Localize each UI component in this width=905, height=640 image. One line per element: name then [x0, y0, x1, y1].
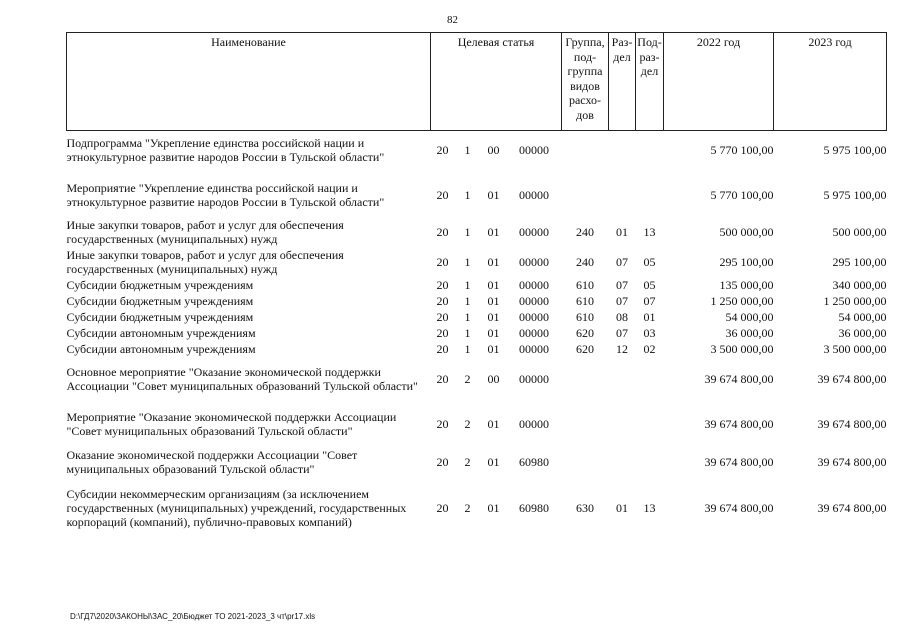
- target-code-4: 00000: [519, 225, 549, 239]
- amount-2022: 54 000,00: [725, 310, 774, 324]
- target-code-4: 00000: [519, 326, 549, 340]
- section: 07: [616, 278, 629, 292]
- amount-2023: 5 975 100,00: [823, 143, 887, 157]
- target-code-1: 20: [436, 310, 449, 324]
- header-subsection: Под- раз- дел: [636, 33, 664, 131]
- target-code-4: 00000: [519, 188, 549, 202]
- target-code-2: 1: [464, 278, 471, 292]
- expense-group: [562, 447, 609, 477]
- header-year-2023: 2023 год: [774, 33, 887, 131]
- target-code-3: 01: [487, 225, 500, 239]
- subsection: 13: [643, 225, 656, 239]
- amount-2023: 54 000,00: [838, 310, 887, 324]
- expense-group: 620: [576, 342, 595, 356]
- section: 07: [616, 255, 629, 269]
- target-code-3: 01: [487, 255, 500, 269]
- table-row: [67, 357, 887, 401]
- subsection: [636, 409, 664, 439]
- row-name: Оказание экономической поддержки Ассоциации "Совет муниципальных образований Тульской области": [66, 448, 358, 476]
- amount-2023: 39 674 800,00: [817, 417, 887, 431]
- target-code-1: 20: [436, 342, 449, 356]
- expense-group: [562, 409, 609, 439]
- target-code-4: 00000: [519, 294, 549, 308]
- header-name: Наименование: [67, 33, 431, 131]
- section: 08: [616, 310, 629, 324]
- table-row: [67, 409, 887, 439]
- target-code-4: 00000: [519, 342, 549, 356]
- section: 07: [616, 294, 629, 308]
- expense-group: 610: [576, 310, 595, 324]
- subsection: [636, 173, 664, 217]
- amount-2023: 340 000,00: [832, 278, 887, 292]
- section: 07: [616, 326, 629, 340]
- table-row: [67, 247, 887, 277]
- amount-2022: 1 250 000,00: [710, 294, 774, 308]
- amount-2022: 39 674 800,00: [704, 417, 774, 431]
- table-header: [67, 33, 887, 131]
- target-code-1: 20: [436, 143, 449, 157]
- table-row: [67, 341, 887, 357]
- subsection: 05: [643, 278, 656, 292]
- target-code-4: 00000: [519, 417, 549, 431]
- target-code-2: 1: [464, 342, 471, 356]
- amount-2023: 500 000,00: [832, 225, 887, 239]
- subsection: 03: [643, 326, 656, 340]
- section: 01: [616, 225, 629, 239]
- row-name: Подпрограмма "Укрепление единства российской нации и этнокультурное развитие народов России в Тульской области": [66, 136, 385, 164]
- amount-2022: 500 000,00: [719, 225, 774, 239]
- row-name: Иные закупки товаров, работ и услуг для обеспечения государственных (муниципальных) нужд: [66, 218, 344, 246]
- table-row: [67, 173, 887, 217]
- target-code-2: 2: [464, 372, 471, 386]
- subsection: [636, 447, 664, 477]
- target-code-2: 1: [464, 310, 471, 324]
- target-code-1: 20: [436, 225, 449, 239]
- table-row: [67, 447, 887, 477]
- amount-2022: 5 770 100,00: [710, 188, 774, 202]
- section: [609, 135, 636, 165]
- row-name: Субсидии бюджетным учреждениям: [66, 294, 254, 308]
- budget-table: [66, 32, 887, 539]
- row-name: Субсидии автономным учреждениям: [66, 342, 256, 356]
- subsection: 01: [643, 310, 656, 324]
- target-code-1: 20: [436, 278, 449, 292]
- target-code-3: 01: [487, 417, 500, 431]
- amount-2023: 36 000,00: [838, 326, 887, 340]
- target-code-2: 2: [464, 501, 471, 515]
- table-row: [67, 309, 887, 325]
- target-code-1: 20: [436, 417, 449, 431]
- row-name: Субсидии бюджетным учреждениям: [66, 310, 254, 324]
- target-code-4: 60980: [519, 501, 549, 515]
- target-code-1: 20: [436, 501, 449, 515]
- file-path-footer: D:\ГД7\2020\ЗАКОНЫ\ЗАС_20\Бюджет ТО 2021-2023_3 чт\pr17.xls: [70, 612, 316, 621]
- row-name: Иные закупки товаров, работ и услуг для обеспечения государственных (муниципальных) нужд: [66, 248, 344, 276]
- section: 12: [616, 342, 629, 356]
- target-code-2: 1: [464, 188, 471, 202]
- expense-group: [562, 173, 609, 217]
- target-code-2: 1: [464, 294, 471, 308]
- amount-2022: 39 674 800,00: [704, 372, 774, 386]
- target-code-3: 01: [487, 501, 500, 515]
- expense-group: 240: [576, 255, 595, 269]
- row-name: Мероприятие "Укрепление единства российской нации и этнокультурное развитие народов России в Тульской области": [66, 181, 385, 209]
- expense-group: 610: [576, 278, 595, 292]
- target-code-3: 00: [487, 143, 500, 157]
- subsection: 05: [643, 255, 656, 269]
- target-code-3: 01: [487, 326, 500, 340]
- header-section: Раз- дел: [609, 33, 636, 131]
- row-name: Субсидии бюджетным учреждениям: [66, 278, 254, 292]
- target-code-1: 20: [436, 326, 449, 340]
- expense-group: 630: [576, 501, 595, 515]
- header-target-article: Целевая статья: [431, 33, 562, 131]
- target-code-3: 01: [487, 278, 500, 292]
- amount-2022: 36 000,00: [725, 326, 774, 340]
- table-row: [67, 217, 887, 247]
- target-code-1: 20: [436, 455, 449, 469]
- expense-group: 620: [576, 326, 595, 340]
- target-code-2: 2: [464, 455, 471, 469]
- amount-2022: 3 500 000,00: [710, 342, 774, 356]
- target-code-4: 00000: [519, 310, 549, 324]
- expense-group: 610: [576, 294, 595, 308]
- amount-2023: 39 674 800,00: [817, 455, 887, 469]
- expense-group: 240: [576, 225, 595, 239]
- amount-2023: 1 250 000,00: [823, 294, 887, 308]
- target-code-3: 01: [487, 188, 500, 202]
- table-row: [67, 325, 887, 341]
- target-code-4: 00000: [519, 372, 549, 386]
- amount-2022: 39 674 800,00: [704, 501, 774, 515]
- table-row: [67, 277, 887, 293]
- target-code-3: 01: [487, 310, 500, 324]
- amount-2022: 135 000,00: [719, 278, 774, 292]
- expense-group: [562, 135, 609, 165]
- subsection: 13: [643, 501, 656, 515]
- section: [609, 447, 636, 477]
- amount-2023: 5 975 100,00: [823, 188, 887, 202]
- target-code-4: 00000: [519, 255, 549, 269]
- target-code-2: 1: [464, 255, 471, 269]
- row-name: Субсидии автономным учреждениям: [66, 326, 256, 340]
- amount-2022: 39 674 800,00: [704, 455, 774, 469]
- table-row: [67, 477, 887, 539]
- target-code-4: 00000: [519, 278, 549, 292]
- amount-2022: 5 770 100,00: [710, 143, 774, 157]
- target-code-4: 60980: [519, 455, 549, 469]
- amount-2023: 3 500 000,00: [823, 342, 887, 356]
- table-row: [67, 293, 887, 309]
- target-code-3: 01: [487, 294, 500, 308]
- section: [609, 409, 636, 439]
- page-number: 82: [447, 14, 458, 26]
- row-name: Мероприятие "Оказание экономической поддержки Ассоциации "Совет муниципальных образований Тульской области": [66, 410, 397, 438]
- amount-2022: 295 100,00: [719, 255, 774, 269]
- target-code-4: 00000: [519, 143, 549, 157]
- target-code-2: 1: [464, 143, 471, 157]
- target-code-1: 20: [436, 294, 449, 308]
- row-name: Основное мероприятие "Оказание экономической поддержки Ассоциации "Совет муниципальных образований Тульской области": [66, 365, 418, 393]
- amount-2023: 39 674 800,00: [817, 501, 887, 515]
- target-code-2: 1: [464, 326, 471, 340]
- section: [609, 173, 636, 217]
- subsection: 02: [643, 342, 656, 356]
- target-code-2: 2: [464, 417, 471, 431]
- subsection: 07: [643, 294, 656, 308]
- target-code-3: 01: [487, 455, 500, 469]
- expense-group: [562, 357, 609, 401]
- section: 01: [616, 501, 629, 515]
- target-code-3: 00: [487, 372, 500, 386]
- header-year-2022: 2022 год: [664, 33, 774, 131]
- target-code-3: 01: [487, 342, 500, 356]
- target-code-2: 1: [464, 225, 471, 239]
- header-expense-group: Группа, под- группа видов расхо- дов: [562, 33, 609, 131]
- subsection: [636, 357, 664, 401]
- subsection: [636, 135, 664, 165]
- section: [609, 357, 636, 401]
- table-row: [67, 135, 887, 165]
- target-code-1: 20: [436, 188, 449, 202]
- target-code-1: 20: [436, 372, 449, 386]
- amount-2023: 39 674 800,00: [817, 372, 887, 386]
- target-code-1: 20: [436, 255, 449, 269]
- amount-2023: 295 100,00: [832, 255, 887, 269]
- row-name: Субсидии некоммерческим организациям (за исключением государственных (муниципальных) учреждений, государственных корпораций (компаний), публично-правовых компаний): [66, 487, 407, 529]
